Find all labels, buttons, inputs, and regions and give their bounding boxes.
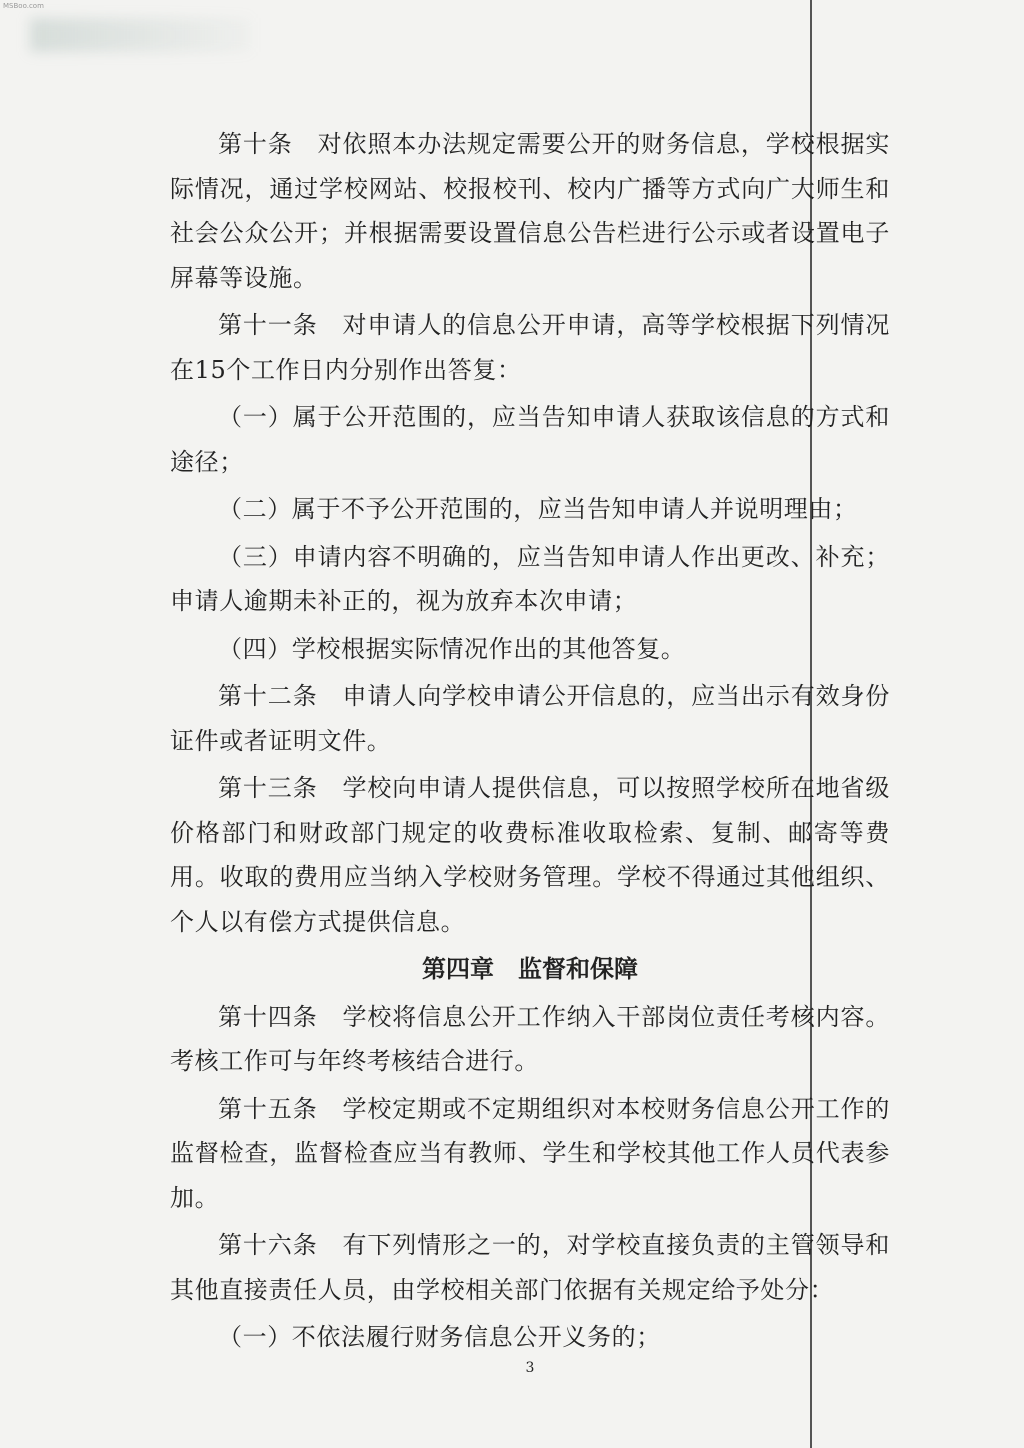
source-watermark: MSBoo.com bbox=[3, 2, 44, 10]
article-14: 第十四条 学校将信息公开工作纳入干部岗位责任考核内容。考核工作可与年终考核结合进行。 bbox=[170, 1002, 890, 1075]
article-16-item-1: （一）不依法履行财务信息公开义务的； bbox=[218, 1323, 661, 1351]
article-16: 第十六条 有下列情形之一的，对学校直接负责的主管领导和其他直接责任人员，由学校相关部门依据有关规定给予处分： bbox=[170, 1231, 890, 1304]
page-number: 3 bbox=[525, 1360, 535, 1376]
chapter-4-heading: 第四章 监督和保障 bbox=[422, 955, 638, 983]
article-15: 第十五条 学校定期或不定期组织对本校财务信息公开工作的监督检查，监督检查应当有教师、学生和学校其他工作人员代表参加。 bbox=[170, 1094, 890, 1212]
document-body bbox=[170, 122, 890, 1363]
article-11-item-3: （三）申请内容不明确的，应当告知申请人作出更改、补充；申请人逾期未补正的，视为放弃本次申请； bbox=[170, 542, 890, 615]
article-13: 第十三条 学校向申请人提供信息，可以按照学校所在地省级价格部门和财政部门规定的收费标准收取检索、复制、邮寄等费用。收取的费用应当纳入学校财务管理。学校不得通过其他组织、个人以有偿方式提供信息。 bbox=[170, 774, 890, 936]
article-11-item-2: （二）属于不予公开范围的，应当告知申请人并说明理由； bbox=[218, 495, 858, 523]
article-12: 第十二条 申请人向学校申请公开信息的，应当出示有效身份证件或者证明文件。 bbox=[170, 682, 890, 755]
article-11-item-1: （一）属于公开范围的，应当告知申请人获取该信息的方式和途径； bbox=[170, 403, 890, 476]
article-11: 第十一条 对申请人的信息公开申请，高等学校根据下列情况在15个工作日内分别作出答复： bbox=[170, 311, 890, 384]
bleed-through-mark bbox=[30, 18, 250, 52]
article-11-item-4: （四）学校根据实际情况作出的其他答复。 bbox=[218, 634, 686, 663]
article-10: 第十条 对依照本办法规定需要公开的财务信息，学校根据实际情况，通过学校网站、校报校刊、校内广播等方式向广大师生和社会公众公开；并根据需要设置信息公告栏进行公示或者设置电子屏幕等设施。 bbox=[170, 130, 890, 292]
